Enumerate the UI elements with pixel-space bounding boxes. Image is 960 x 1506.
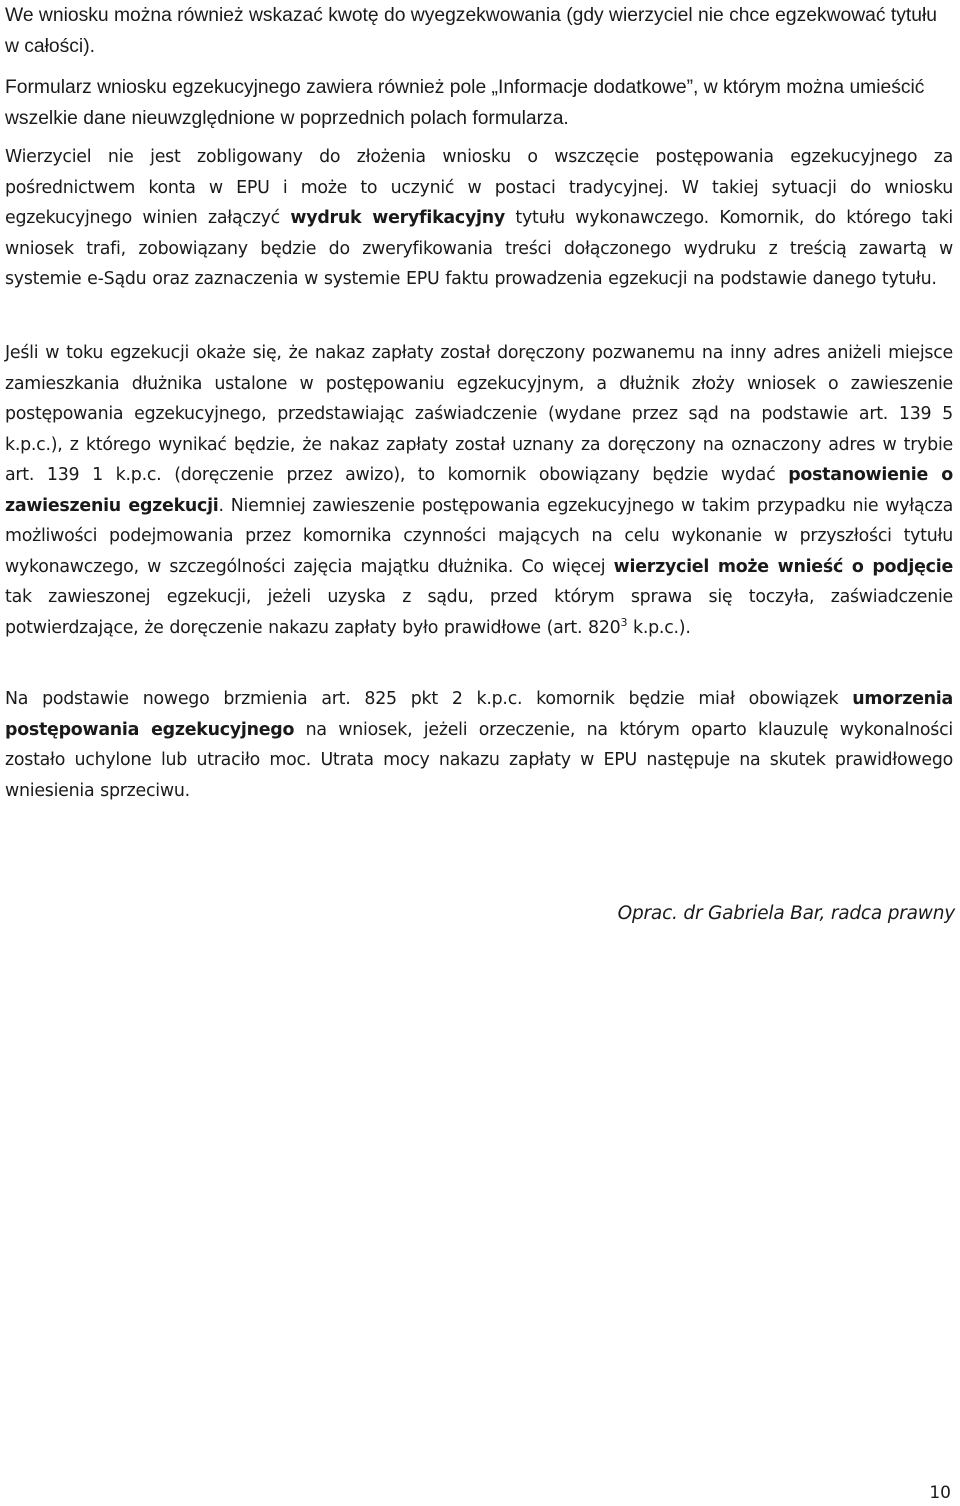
page-number: 10: [929, 1483, 951, 1503]
paragraph-discontinuance: [5, 684, 953, 806]
bold-text: wierzyciel może wnieść o podjęcie: [613, 556, 953, 577]
superscript: 3: [620, 615, 628, 629]
bold-text: wydruk weryfikacyjny: [290, 208, 505, 228]
bold-text: umorzenia postępowania egzekucyjnego: [5, 689, 953, 740]
text-run: . Niemniej zawieszenie postępowania egzekucyjnego w takim przypadku nie wyłącza możliwości podejmowania przez komornika czynności mających na celu wykonanie w przyszłości tytułu wykonawczego, w szczególności zajęcia majątku dłużnika. Co więcej: [5, 495, 953, 577]
text-run: tytułu wykonawczego. Komornik, do którego taki wniosek trafi, zobowiązany będzie do zweryfikowania treści dołączonego wydruku z treścią zawartą w systemie e-Sądu oraz zaznaczenia w systemie EPU faktu prowadzenia egzekucji na podstawie danego tytułu.: [5, 208, 954, 289]
text-run: Wierzyciel nie jest zobligowany do złożenia wniosku o wszczęcie postępowania egzekucyjnego za pośrednictwem konta w EPU i może to uczynić w postaci tradycyjnej. W takiej sytuacji do wniosku egzekucyjnego winien załączyć: [5, 147, 953, 228]
text-run: k.p.c.).: [627, 617, 691, 638]
text-run: tak zawieszonej egzekucji, jeżeli uzyska z sądu, przed którym sprawa się toczyła, zaświadczenie potwierdzające, że doręczenie nakazu zapłaty było prawidłowe (art. 820: [5, 587, 953, 638]
paragraph-suspension-of-enforcement: [5, 338, 953, 643]
text-run: na wniosek, jeżeli orzeczenie, na którym oparto klauzulę wykonalności zostało uchylone lub utraciło moc. Utrata mocy nakazu zapłaty w EPU następuje na skutek prawidłowego wniesienia sprzeciwu.: [5, 719, 953, 801]
author-signature: Oprac. dr Gabriela Bar, radca prawny: [617, 903, 955, 924]
text-run: Na podstawie nowego brzmienia art. 825 pkt 2 k.p.c. komornik będzie miał obowiązek: [5, 689, 853, 709]
paragraph-traditional-application: [5, 142, 953, 295]
bold-text: postanowienie o zawieszeniu egzekucji: [5, 465, 954, 516]
paragraph-additional-info-field: Formularz wniosku egzekucyjnego zawiera również pole „Informacje dodatkowe”, w którym można umieścić wszelkie dane nieuwzględnione w poprzednich polach formularza.: [5, 77, 925, 129]
text-run: Jeśli w toku egzekucji okaże się, że nakaz zapłaty został doręczony pozwanemu na inny adres aniżeli miejsce zamieszkania dłużnika ustalone w postępowaniu egzekucyjnym, a dłużnik złoży wniosek o zawieszenie postępowania egzekucyjnego, przedstawiając zaświadczenie (wydane przez sąd na podstawie art. 139 5 k.p.c.), z którego wynikać będzie, że nakaz zapłaty został uznany za doręczony na oznaczony adres w trybie art. 139 1 k.p.c. (doręczenie przez awizo), to komornik obowiązany będzie wydać: [5, 343, 953, 485]
paragraph-enforcement-amount: We wniosku można również wskazać kwotę do wyegzekwowania (gdy wierzyciel nie chce egzekwować tytułu w całości).: [5, 5, 937, 57]
